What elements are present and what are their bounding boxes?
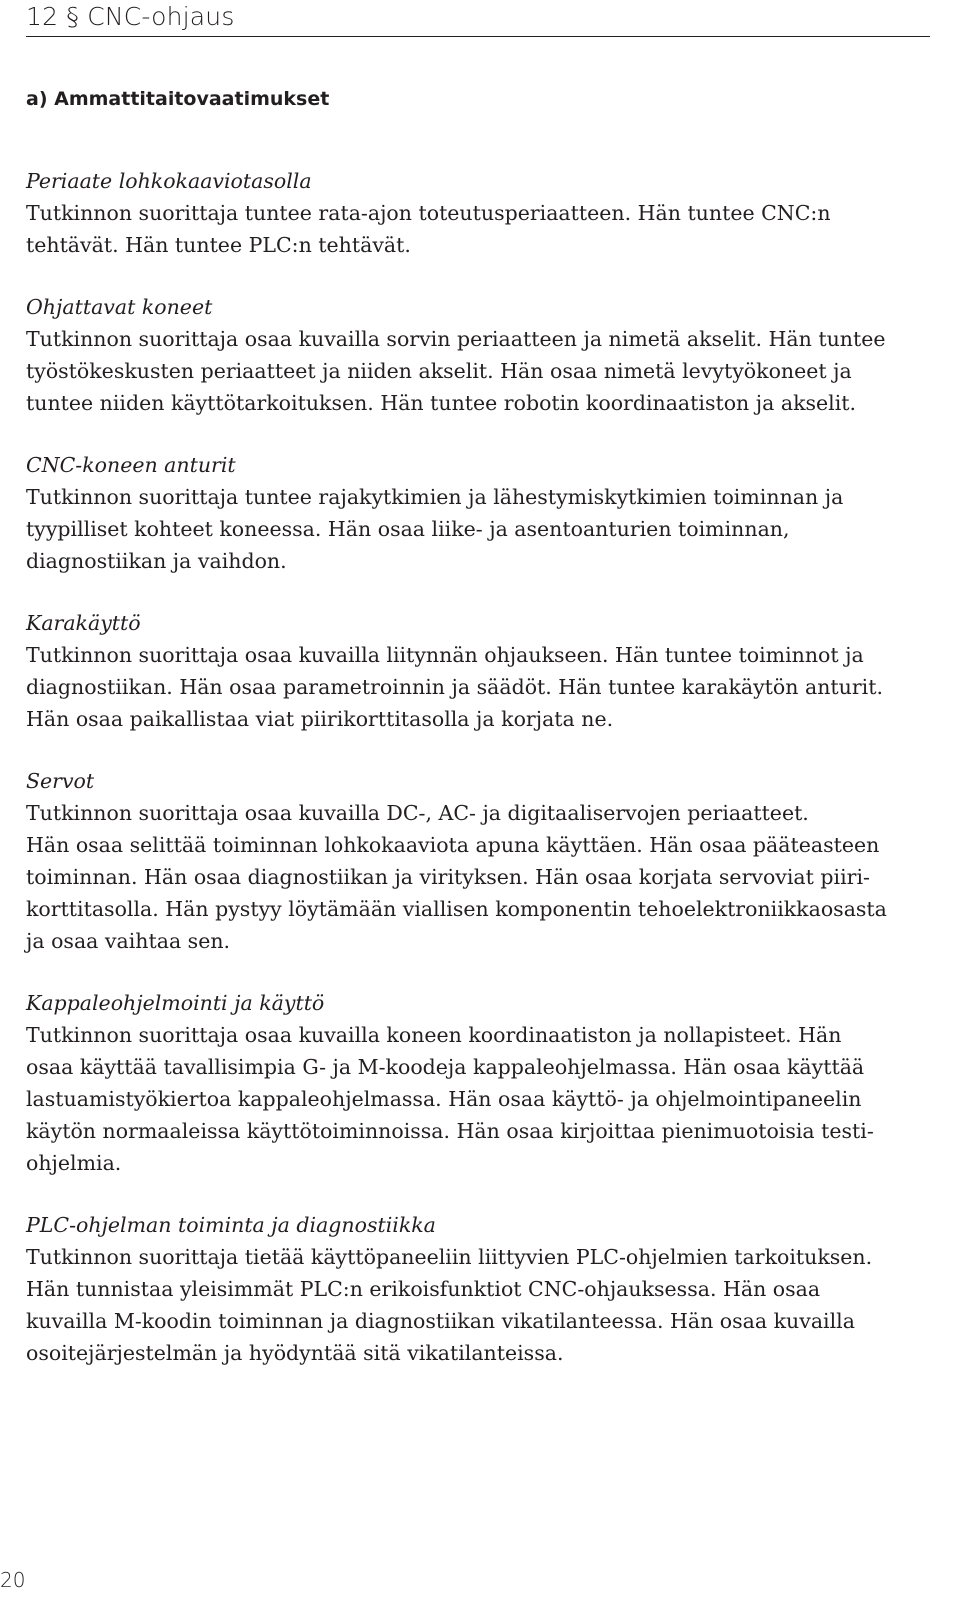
section-text-line: Tutkinnon suorittaja osaa kuvailla liitynnän ohjaukseen. Hän tuntee toiminnot ja xyxy=(26,643,864,667)
section-text-line: Tutkinnon suorittaja osaa kuvailla sorvin periaatteen ja nimetä akselit. Hän tuntee xyxy=(26,327,886,351)
section-text-line: kuvailla M-koodin toiminnan ja diagnostiikan vikatilanteessa. Hän osaa kuvailla xyxy=(26,1309,855,1333)
section-text-line: lastuamistyökiertoa kappaleohjelmassa. Hän osaa käyttö- ja ohjelmointipaneelin xyxy=(26,1087,862,1111)
section-text-line: tehtävät. Hän tuntee PLC:n tehtävät. xyxy=(26,233,411,257)
section-block xyxy=(26,449,932,577)
section-title: Kappaleohjelmointi ja käyttö xyxy=(26,991,325,1015)
section-text-line: Hän tunnistaa yleisimmät PLC:n erikoisfunktiot CNC-ohjauksessa. Hän osaa xyxy=(26,1277,821,1301)
section-text-line: diagnostiikan. Hän osaa parametroinnin ja säädöt. Hän tuntee karakäytön anturit. xyxy=(26,675,883,699)
section-title: Periaate lohkokaaviotasolla xyxy=(26,169,312,193)
section-text-line: toiminnan. Hän osaa diagnostiikan ja virityksen. Hän osaa korjata servoviat piiri- xyxy=(26,865,870,889)
section-text-line: ja osaa vaihtaa sen. xyxy=(26,929,231,953)
section-block xyxy=(26,765,932,957)
section-text-line: ohjelmia. xyxy=(26,1151,122,1175)
section-text-line: diagnostiikan ja vaihdon. xyxy=(26,549,287,573)
section-heading: a) Ammattitaitovaatimukset xyxy=(26,88,330,110)
section-title: Servot xyxy=(26,769,95,793)
document-body xyxy=(26,165,932,1399)
section-block xyxy=(26,291,932,419)
section-text-line: osoitejärjestelmän ja hyödyntää sitä vikatilanteissa. xyxy=(26,1341,564,1365)
page-header-title: 12 § CNC-ohjaus xyxy=(26,2,235,31)
section-block xyxy=(26,1209,932,1369)
page-header xyxy=(26,0,930,37)
section-title: Ohjattavat koneet xyxy=(26,295,213,319)
section-text-line: työstökeskusten periaatteet ja niiden akselit. Hän osaa nimetä levytyökoneet ja xyxy=(26,359,852,383)
section-text-line: Tutkinnon suorittaja tuntee rata-ajon toteutusperiaatteen. Hän tuntee CNC:n xyxy=(26,201,831,225)
section-title: Karakäyttö xyxy=(26,611,141,635)
section-text-line: Hän osaa paikallistaa viat piirikorttitasolla ja korjata ne. xyxy=(26,707,614,731)
section-text-line: korttitasolla. Hän pystyy löytämään viallisen komponentin tehoelektroniikkaosasta xyxy=(26,897,887,921)
section-title: CNC-koneen anturit xyxy=(26,453,236,477)
section-text-line: tyypilliset kohteet koneessa. Hän osaa liike- ja asentoanturien toiminnan, xyxy=(26,517,790,541)
section-text-line: Hän osaa selittää toiminnan lohkokaaviota apuna käyttäen. Hän osaa pääteasteen xyxy=(26,833,880,857)
section-block xyxy=(26,165,932,261)
section-block xyxy=(26,987,932,1179)
section-text-line: Tutkinnon suorittaja tietää käyttöpaneeliin liittyvien PLC-ohjelmien tarkoituksen. xyxy=(26,1245,873,1269)
section-text-line: osaa käyttää tavallisimpia G- ja M-koodeja kappaleohjelmassa. Hän osaa käyttää xyxy=(26,1055,865,1079)
section-block xyxy=(26,607,932,735)
section-text-line: Tutkinnon suorittaja osaa kuvailla koneen koordinaatiston ja nollapisteet. Hän xyxy=(26,1023,842,1047)
section-text-line: tuntee niiden käyttötarkoituksen. Hän tuntee robotin koordinaatiston ja akselit. xyxy=(26,391,857,415)
section-title: PLC-ohjelman toiminta ja diagnostiikka xyxy=(26,1213,436,1237)
section-text-line: Tutkinnon suorittaja tuntee rajakytkimien ja lähestymiskytkimien toiminnan ja xyxy=(26,485,844,509)
section-text-line: Tutkinnon suorittaja osaa kuvailla DC-, AC- ja digitaaliservojen periaatteet. xyxy=(26,801,809,825)
page-number: 20 xyxy=(0,1568,26,1592)
section-text-line: käytön normaaleissa käyttötoiminnoissa. Hän osaa kirjoittaa pienimuotoisia testi- xyxy=(26,1119,874,1143)
